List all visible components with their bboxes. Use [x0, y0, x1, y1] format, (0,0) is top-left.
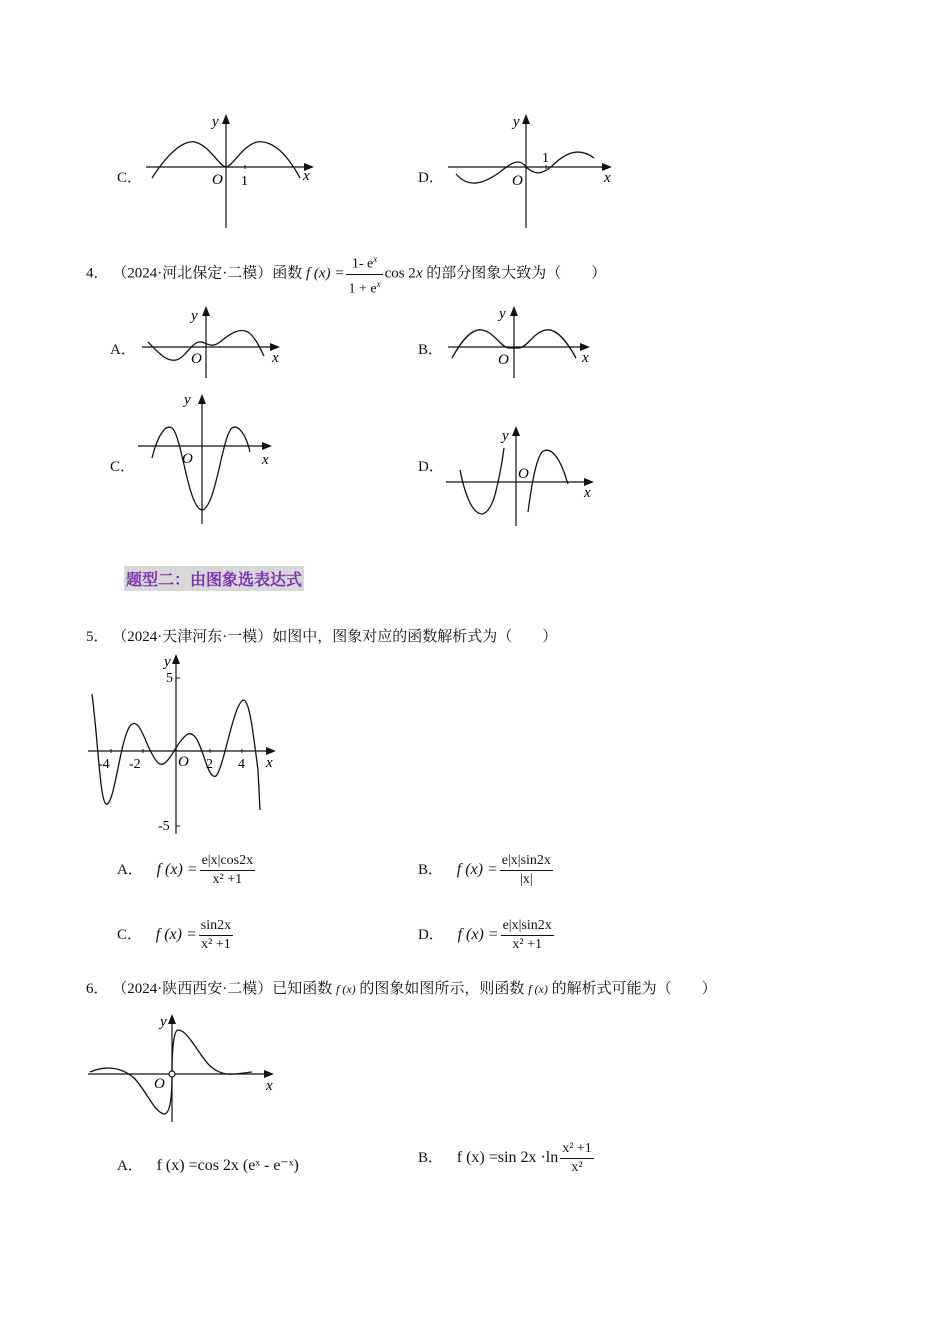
- q5-graph: [84, 650, 284, 836]
- function-name: f (x) =: [306, 265, 345, 282]
- q5-option-a[interactable]: A． f (x) = $\frac{e|x|\cos 2x}{\text{x² +1}}$: [117, 853, 254, 887]
- cos-term: cos 2: [384, 265, 416, 282]
- svg-text:1: 1: [241, 174, 248, 189]
- svg-text:y: y: [502, 428, 509, 444]
- svg-text:2: 2: [206, 757, 213, 772]
- svg-text:O: O: [154, 1076, 165, 1092]
- question-number: 5．: [86, 629, 109, 645]
- svg-text:O: O: [498, 352, 509, 368]
- svg-text:O: O: [191, 351, 202, 367]
- svg-text:-5: -5: [158, 819, 170, 834]
- q6-graph: [84, 1008, 284, 1124]
- svg-text:y: y: [164, 654, 171, 670]
- q4-graph-b: [442, 302, 602, 382]
- svg-text:O: O: [512, 173, 523, 189]
- svg-text:x: x: [584, 485, 591, 501]
- svg-text:O: O: [518, 466, 529, 482]
- q6-option-b[interactable]: B． f (x) =sin 2x ·ln $\frac{\text{x² +1}}{\text{x²}}$: [418, 1141, 592, 1175]
- svg-text:y: y: [160, 1014, 167, 1030]
- svg-text:O: O: [182, 451, 193, 467]
- q3-graph-d: [442, 110, 622, 232]
- svg-text:x: x: [266, 755, 273, 771]
- fraction: $\frac{1- e^x}{1 + e^x}$: [346, 250, 382, 298]
- q5-option-c[interactable]: C． f (x) = $\frac{\sin 2x}{\text{x² +1}}$: [117, 918, 232, 952]
- option-c-label: C．: [117, 170, 143, 186]
- svg-text:x: x: [266, 1078, 273, 1094]
- svg-text:4: 4: [238, 757, 245, 772]
- svg-text:-4: -4: [98, 757, 110, 772]
- svg-text:O: O: [178, 754, 189, 770]
- svg-text:y: y: [499, 306, 506, 322]
- option-b-label: B．: [418, 342, 444, 358]
- svg-text:1: 1: [542, 151, 549, 166]
- question-number: 6．: [86, 981, 109, 997]
- svg-text:O: O: [212, 172, 223, 188]
- question-4: 4． （2024·河北保定·二模）函数 f (x) = $\frac{1- e^x}{1 + e^x}$ cos 2x 的部分图象大致为（ ）: [86, 250, 606, 298]
- q4-graph-a: [136, 302, 296, 382]
- q6-option-a[interactable]: A． f (x) =cos 2x (eˣ - e⁻ˣ): [117, 1157, 299, 1174]
- svg-text:5: 5: [166, 671, 173, 686]
- q3-graph-c: [140, 110, 320, 232]
- question-5: [86, 625, 557, 646]
- option-a-label: A．: [110, 342, 136, 358]
- svg-text:-2: -2: [129, 757, 141, 772]
- question-tail: 的部分图象大致为（ ）: [426, 265, 607, 282]
- option-d-label: D．: [418, 459, 444, 475]
- q5-option-b[interactable]: B． f (x) = $\frac{e|x|\sin 2x}{|x|}$: [418, 853, 551, 887]
- question-text: （2024·天津河东·一模）如图中，图象对应的函数解析式为（ ）: [112, 629, 558, 645]
- q4-graph-d: [440, 422, 610, 530]
- option-c-label: C．: [110, 459, 136, 475]
- svg-text:x: x: [303, 168, 310, 184]
- svg-text:x: x: [272, 350, 279, 366]
- svg-text:x: x: [262, 452, 269, 468]
- question-number: 4．: [86, 265, 109, 282]
- question-source: （2024·河北保定·二模）函数: [112, 265, 303, 282]
- svg-text:x: x: [604, 170, 611, 186]
- question-6: 6． （2024·陕西西安·二模）已知函数 f (x) 的图象如图所示，则函数 f (x) 的解析式可能为（ ）: [86, 981, 717, 997]
- svg-text:y: y: [513, 114, 520, 130]
- option-d-label: D．: [418, 170, 444, 186]
- svg-text:x: x: [582, 350, 589, 366]
- section-title: 题型二：由图象选表达式: [124, 566, 304, 591]
- q5-option-d[interactable]: D． f (x) = $\frac{e|x|\sin 2x}{\text{x² +1}}$: [418, 918, 552, 952]
- svg-text:y: y: [184, 392, 191, 408]
- svg-text:y: y: [191, 308, 198, 324]
- svg-text:y: y: [212, 114, 219, 130]
- q4-graph-c: [134, 388, 284, 528]
